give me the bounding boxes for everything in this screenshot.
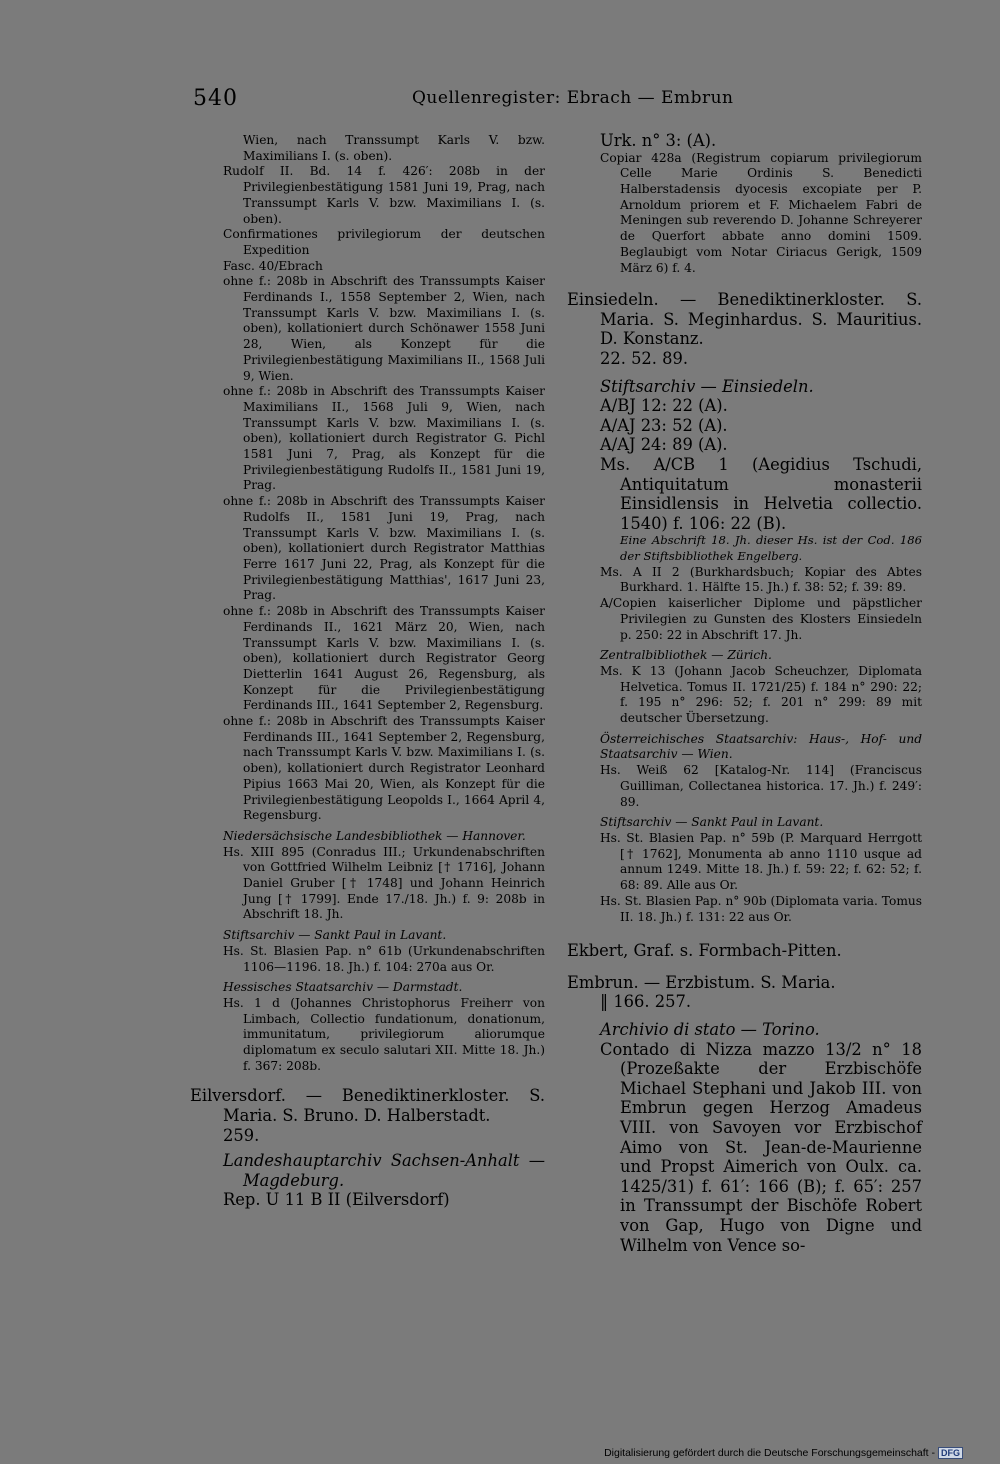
archive-heading-einsiedeln: Stiftsarchiv — Einsiedeln. [600,376,814,396]
page-number: 540 [193,86,238,111]
archive-heading-embrun: Archivio di stato — Torino. [600,1020,820,1039]
left-archive-heading: Hessisches Staatsarchiv — Darmstadt. [223,980,463,995]
left-entry-line: ohne f.: 208b in Abschrift des Transsumpts Kaiser Maximilians II., 1568 Juli 9, Wien, nach Transsumpt Karls V. bzw. Maximilians I. (s. oben), kollationiert durch Registrator G. Pichl 1581 Juni 7, Prag, als Konzept für die Privilegienbestätigung Rudolfs II., 1581 Juni 19, Prag. [223,384,545,493]
left-archive-heading: Stiftsarchiv — Sankt Paul in Lavant. [223,928,447,943]
archive-heading-eilversdorf: Landeshauptarchiv Sachsen-Anhalt — Magdeburg. [223,1151,545,1190]
einsiedeln-small-entries [567,533,922,925]
left-entry-line: ohne f.: 208b in Abschrift des Transsumpts Kaiser Ferdinands II., 1621 März 20, Wien, nach Transsumpt Karls V. bzw. Maximilians I. (s. oben), kollationiert durch Registrator Georg Dietterlin 1641 August 26, Regensburg, als Konzept für die Privilegienbestätigung Ferdinands III., 1641 September 2, Regensburg. [223,604,545,713]
left-entry-line: ohne f.: 208b in Abschrift des Transsumpts Kaiser Ferdinands I., 1558 September 2, Wien, nach Transsumpt Karls V. bzw. Maximilians I. (s. oben), kollationiert durch Schönawer 1558 Juni 28, Wien, als Konzept für die Privilegienbestätigung Maximilians II., 1568 Juli 9, Wien. [223,274,545,383]
left-entry-line: Wien, nach Transsumpt Karls V. bzw. Maximilians I. (s. oben). [243,133,545,163]
manuscript-note: Eine Abschrift 18. Jh. dieser Hs. ist der Cod. 186 der Stiftsbibliothek Engelberg. [620,533,922,564]
left-entry-line: Fasc. 40/Ebrach [223,258,323,273]
copiar-ebrach: Copiar 428a (Registrum copiarum privilegiorum Celle Marie Ordinis S. Benedicti Halberstadensis dyocesis excopiate per P. Arnoldum priorem et F. Michaelem Fabri de Meningen sub reverendo D. Johanne Schreyerer de Querfort abbate anno domini 1509. Beglaubigt vom Notar Ciriacus Gerigk, 1509 März 6) f. 4. [600,150,922,275]
signature-ebrach-urk: Urk. n° 3: (A). [600,131,717,150]
right-archive-heading: Zentralbibliothek — Zürich. [600,648,772,663]
right-entry-line: Hs. St. Blasien Pap. n° 59b (P. Marquard Herrgott [† 1762], Monumenta ab anno 1110 usque ad annum 1249. Mitte 18. Jh.) f. 59: 22; f. 62: 52; f. 68: 89. Alle aus Or. [600,831,922,893]
signature-eilversdorf: Rep. U 11 B II (Eilversdorf) [223,1190,450,1210]
left-entry-line: Hs. XIII 895 (Conradus III.; Urkundenabschriften von Gottfried Wilhelm Leibniz [† 1716], Johann Daniel Gruber [† 1748] und Johann Heinrich Jung [† 1799]. Ende 17./18. Jh.) f. 9: 208b in Abschrift 18. Jh. [223,844,545,922]
signature-einsiedeln-3: A/AJ 24: 89 (A). [600,435,728,455]
running-head: Quellenregister: Ebrach — Embrun [412,88,734,108]
left-entry-line: Hs. 1 d (Johannes Christophorus Freiherr von Limbach, Collectio fundationum, donationum, immunitatum, privilegiorum aliorumque diplomatum ex seculo salutari XII. Mitte 18. Jh.) f. 367: 208b. [223,995,545,1073]
left-entry-line: Confirmationes privilegiorum der deutschen Expedition [223,227,545,257]
dfg-logo: DFG [938,1447,963,1459]
left-small-entries [190,133,545,1074]
left-entry-line: Rudolf II. Bd. 14 f. 426′: 208b in der Privilegienbestätigung 1581 Juni 19, Prag, nach Transsumpt Karls V. bzw. Maximilians I. (s. oben). [223,164,545,226]
signature-einsiedeln-2: A/AJ 23: 52 (A). [600,415,728,435]
ebrach-copiar-block [567,151,922,277]
entry-numbers-embrun: ‖ 166. 257. [600,992,691,1012]
right-archive-heading: Österreichisches Staatsarchiv: Haus-, Hof- und Staatsarchiv — Wien. [600,731,922,762]
entry-heading-embrun: Embrun. — Erzbistum. S. Maria. [567,972,836,992]
left-entry-line: ohne f.: 208b in Abschrift des Transsumpts Kaiser Ferdinands III., 1641 September 2, Regensburg, nach Transsumpt Karls V. bzw. Maximilians I. (s. oben), kollationiert durch Registrator Leonhard Pipius 1663 Mai 20, Wien, als Konzept für die Privilegienbestätigung Leopolds I., 1664 April 4, Regensburg. [223,714,545,823]
entry-numbers-eilversdorf: 259. [223,1125,260,1145]
entry-numbers-einsiedeln: 22. 52. 89. [600,349,689,368]
right-archive-heading: Stiftsarchiv — Sankt Paul in Lavant. [600,815,824,830]
left-entry-line: ohne f.: 208b in Abschrift des Transsumpts Kaiser Rudolfs II., 1581 Juni 19, Prag, nach Transsumpt Karls V. bzw. Maximilians I. (s. oben), kollationiert durch Registrator Matthias Ferre 1617 Juni 22, Prag, als Konzept für die Privilegienbestätigung Matthias', 1617 Juni 23, Prag. [223,494,545,603]
entry-heading-einsiedeln: Einsiedeln. — Benediktinerkloster. S. Maria. S. Meginhardus. S. Mauritius. D. Konstanz. [567,290,922,349]
right-entry-line: Ms. A II 2 (Burkhardsbuch; Kopiar des Abtes Burkhard. 1. Hälfte 15. Jh.) f. 38: 52; f. 39: 89. [600,564,922,595]
right-entry-line: Hs. St. Blasien Pap. n° 90b (Diplomata varia. Tomus II. 18. Jh.) f. 131: 22 aus Or. [600,893,922,924]
right-small-list [600,565,922,925]
right-entry-line: Hs. Weiß 62 [Katalog-Nr. 114] (Franciscus Guilliman, Collectanea historica. 17. Jh.) f. 249′: 89. [600,763,922,809]
right-entry-line: A/Copien kaiserlicher Diplome und päpstlicher Privilegien zu Gunsten des Klosters Einsiedeln p. 250: 22 in Abschrift 17. Jh. [600,596,922,642]
dfg-footer [604,1447,963,1459]
signature-einsiedeln-1: A/BJ 12: 22 (A). [600,396,728,416]
right-column [567,131,922,1255]
left-column [190,133,545,1210]
signature-embrun: Contado di Nizza mazzo 13/2 n° 18 (Prozeßakte der Erzbischöfe Michael Stephani und Jakob III. von Embrun gegen Herzog Amadeus VIII. von Savoyen vor Erzbischof Aimo von St. Jean-de-Maurienne und Propst Aimerich von Oulx. ca. 1425/31) f. 61′: 166 (B); f. 65′: 257 in Transsumpt der Bischöfe Robert von Gap, Hugo von Digne und Wilhelm von Vence so- [600,1039,922,1255]
right-entry-line: Ms. K 13 (Johann Jacob Scheuchzer, Diplomata Helvetica. Tomus II. 1721/25) f. 184 n° 290: 22; f. 195 n° 296: 52; f. 201 n° 299: 89 mit deutscher Übersetzung. [600,663,922,726]
entry-ekbert: Ekbert, Graf. s. Formbach-Pitten. [567,941,842,961]
left-archive-heading: Niedersächsische Landesbibliothek — Hannover. [223,828,526,843]
footer-text: Digitalisierung gefördert durch die Deutsche Forschungsgemeinschaft - [604,1447,935,1459]
manuscript-einsiedeln: Ms. A/CB 1 (Aegidius Tschudi, Antiquitatum monasterii Einsidlensis in Helvetia collectio. 1540) f. 106: 22 (B). [600,454,922,533]
entry-heading-eilversdorf: Eilversdorf. — Benediktinerkloster. S. Maria. S. Bruno. D. Halberstadt. [190,1086,545,1126]
left-entry-line: Hs. St. Blasien Pap. n° 61b (Urkundenabschriften 1106—1196. 18. Jh.) f. 104: 270a aus Or. [223,943,545,974]
